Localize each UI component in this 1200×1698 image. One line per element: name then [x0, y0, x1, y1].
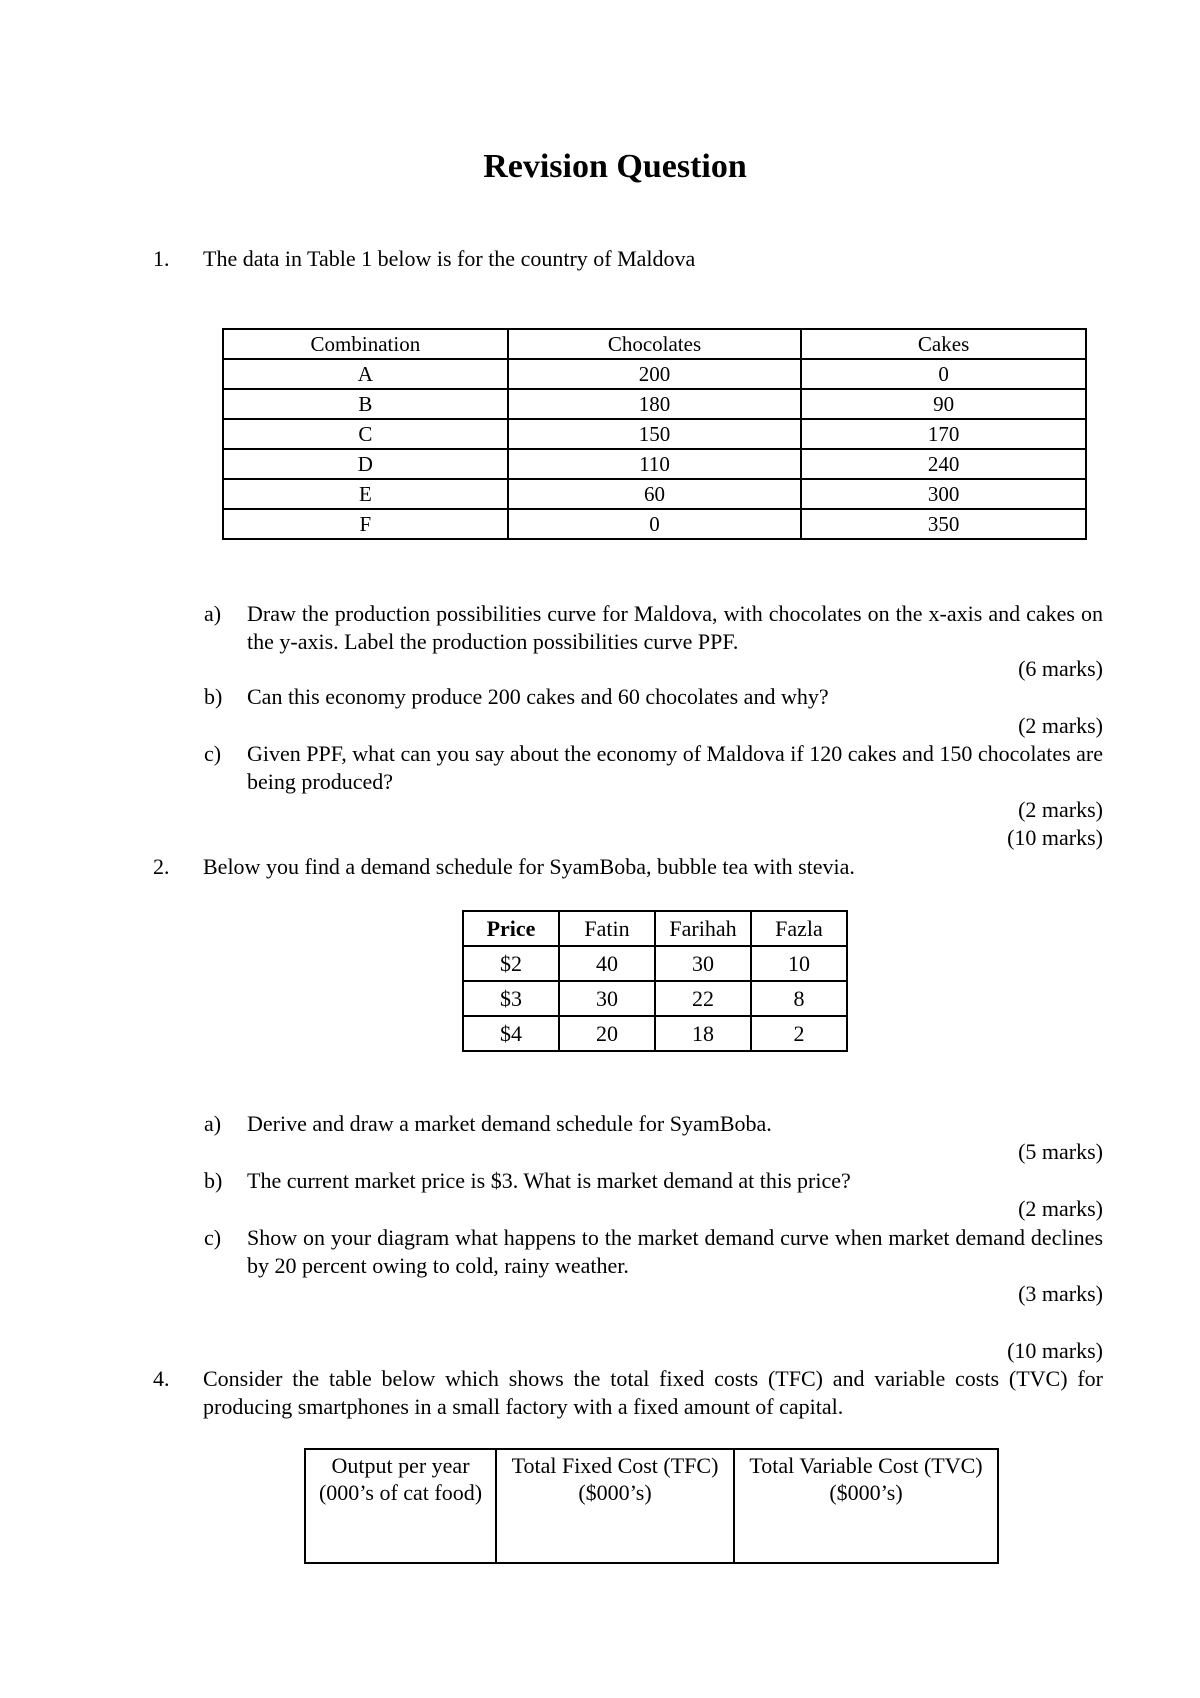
q2b-text: The current market price is $3. What is market demand at this price?	[247, 1168, 851, 1193]
table-cell: 200	[508, 359, 801, 389]
header-combination: Combination	[223, 329, 508, 359]
table-cell: 350	[801, 509, 1086, 539]
table-cell: 30	[559, 981, 655, 1016]
q1a-marks: (6 marks)	[1018, 656, 1103, 681]
q1-number: 1.	[153, 246, 170, 271]
header-chocolates: Chocolates	[508, 329, 801, 359]
header-fazla: Fazla	[751, 911, 847, 946]
table-cell: F	[223, 509, 508, 539]
q1-text: The data in Table 1 below is for the country of Maldova	[203, 246, 696, 271]
q1a-letter: a)	[204, 601, 222, 626]
table-row	[223, 389, 1086, 419]
q2a-letter: a)	[204, 1111, 222, 1136]
table-cell: 60	[508, 479, 801, 509]
table-cell: E	[223, 479, 508, 509]
table-cell: $4	[463, 1016, 559, 1051]
table-row	[223, 359, 1086, 389]
q2b-letter: b)	[204, 1168, 223, 1193]
q2c-text: Show on your diagram what happens to the market demand curve when market demand declines by 20 percent owing to cold, rainy weather.	[247, 1225, 1103, 1278]
q2c-letter: c)	[204, 1225, 222, 1250]
q2a-text: Derive and draw a market demand schedule for SyamBoba.	[247, 1111, 772, 1136]
header-tvc: Total Variable Cost (TVC) ($000’s)	[734, 1449, 998, 1563]
q1b-letter: b)	[204, 684, 223, 709]
table-cell: 0	[508, 509, 801, 539]
table-row	[463, 981, 847, 1016]
table-cell: 30	[655, 946, 751, 981]
table-cell: 150	[508, 419, 801, 449]
header-price: Price	[463, 911, 559, 946]
table-cell: 180	[508, 389, 801, 419]
q1a-text: Draw the production possibilities curve for Maldova, with chocolates on the x-axis and cakes on the y-axis. Label the production possibilities curve PPF.	[247, 601, 1103, 654]
q4-text: Consider the table below which shows the total fixed costs (TFC) and variable costs (TVC) for producing smartphones in a small factory with a fixed amount of capital.	[203, 1366, 1103, 1419]
table-cell: B	[223, 389, 508, 419]
table-row	[463, 1016, 847, 1051]
table-row	[223, 419, 1086, 449]
header-farihah: Farihah	[655, 911, 751, 946]
table-cell: 110	[508, 449, 801, 479]
header-fatin: Fatin	[559, 911, 655, 946]
page-title: Revision Question	[483, 148, 747, 185]
q2b-marks: (2 marks)	[1018, 1196, 1103, 1221]
table-cell: A	[223, 359, 508, 389]
q1c-marks: (2 marks)	[1018, 797, 1103, 822]
table-row	[223, 509, 1086, 539]
q1c-letter: c)	[204, 741, 222, 766]
header-output: Output per year (000’s of cat food)	[305, 1449, 496, 1563]
table-cell: 10	[751, 946, 847, 981]
table-header-row	[223, 329, 1086, 359]
q2-number: 2.	[153, 854, 170, 879]
production-table	[222, 328, 1087, 540]
q4-number: 4.	[153, 1366, 170, 1391]
header-cakes: Cakes	[801, 329, 1086, 359]
table-cell: C	[223, 419, 508, 449]
q2-total-marks: (10 marks)	[1007, 1338, 1103, 1363]
q2a-marks: (5 marks)	[1018, 1139, 1103, 1164]
q2c-marks: (3 marks)	[1018, 1281, 1103, 1306]
table-header-row	[463, 911, 847, 946]
demand-schedule-table	[462, 910, 848, 1052]
table-cell: D	[223, 449, 508, 479]
table-cell: 2	[751, 1016, 847, 1051]
table-row	[223, 449, 1086, 479]
q1c-text: Given PPF, what can you say about the economy of Maldova if 120 cakes and 150 chocolates are being produced?	[247, 741, 1104, 794]
table-cell: 18	[655, 1016, 751, 1051]
table-cell: 90	[801, 389, 1086, 419]
table-cell: 240	[801, 449, 1086, 479]
table-row	[223, 479, 1086, 509]
table-cell: $2	[463, 946, 559, 981]
header-tfc: Total Fixed Cost (TFC) ($000’s)	[496, 1449, 734, 1563]
table-cell: 20	[559, 1016, 655, 1051]
table-cell: 8	[751, 981, 847, 1016]
q1-total-marks: (10 marks)	[1007, 825, 1103, 850]
table-cell: 22	[655, 981, 751, 1016]
table-cell: 300	[801, 479, 1086, 509]
table-cell: 0	[801, 359, 1086, 389]
cost-table	[304, 1448, 999, 1564]
table-row	[463, 946, 847, 981]
table-cell: 40	[559, 946, 655, 981]
table-cell: $3	[463, 981, 559, 1016]
q2-text: Below you find a demand schedule for SyamBoba, bubble tea with stevia.	[203, 854, 855, 879]
table-cell: 170	[801, 419, 1086, 449]
q1b-text: Can this economy produce 200 cakes and 60 chocolates and why?	[247, 684, 829, 709]
q1b-marks: (2 marks)	[1018, 713, 1103, 738]
table-header-row	[305, 1449, 998, 1563]
